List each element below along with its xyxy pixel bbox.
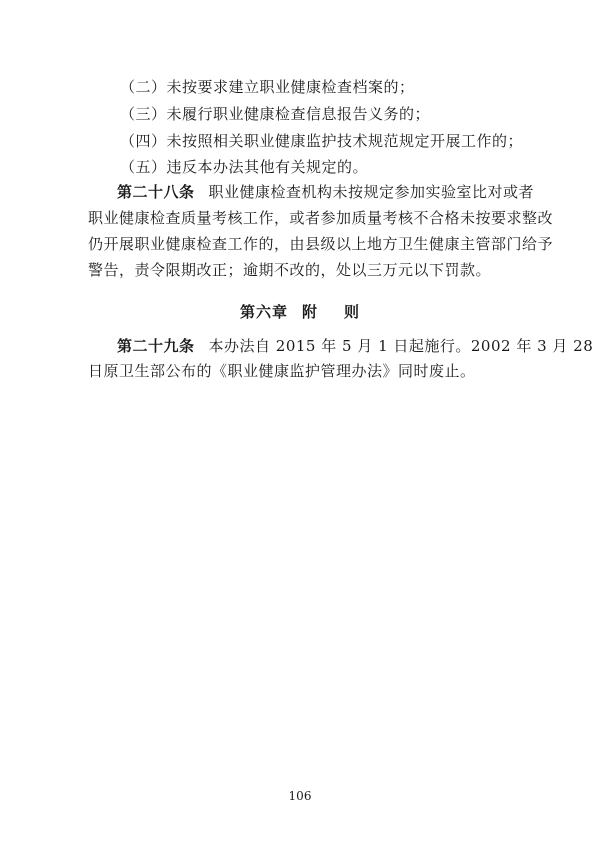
chapter-heading <box>0 302 600 322</box>
chapter-title-part2: 则 <box>344 303 361 321</box>
article-28-line: 仍开展职业健康检查工作的，由县级以上地方卫生健康主管部门给予 <box>88 235 554 253</box>
article-29-heading: 第二十九条 <box>117 337 195 355</box>
article-28-text: 职业健康检查机构未按规定参加实验室比对或者 <box>208 183 535 201</box>
list-item: （四）未按照相关职业健康监护技术规范规定开展工作的； <box>120 132 524 150</box>
article-29-first-line <box>117 336 594 356</box>
article-28-line: 职业健康检查质量考核工作，或者参加质量考核不合格未按要求整改 <box>88 209 554 227</box>
list-item: （三）未履行职业健康检查信息报告义务的； <box>120 105 431 123</box>
page-number: 106 <box>288 789 312 803</box>
article-29-line: 日原卫生部公布的《职业健康监护管理办法》同时废止。 <box>88 362 476 380</box>
article-28-first-line <box>117 182 535 202</box>
chapter-title-part1: 附 <box>301 303 318 321</box>
article-28-heading: 第二十八条 <box>117 183 195 201</box>
article-29-text: 本办法自 2015 年 5 月 1 日起施行。2002 年 3 月 28 <box>208 337 594 355</box>
article-28-line: 警告，责令限期改正；逾期不改的，处以三万元以下罚款。 <box>88 261 492 279</box>
chapter-number: 第六章 <box>239 303 288 321</box>
list-item: （五）违反本办法其他有关规定的。 <box>120 158 369 176</box>
list-item: （二）未按要求建立职业健康检查档案的； <box>120 78 415 96</box>
